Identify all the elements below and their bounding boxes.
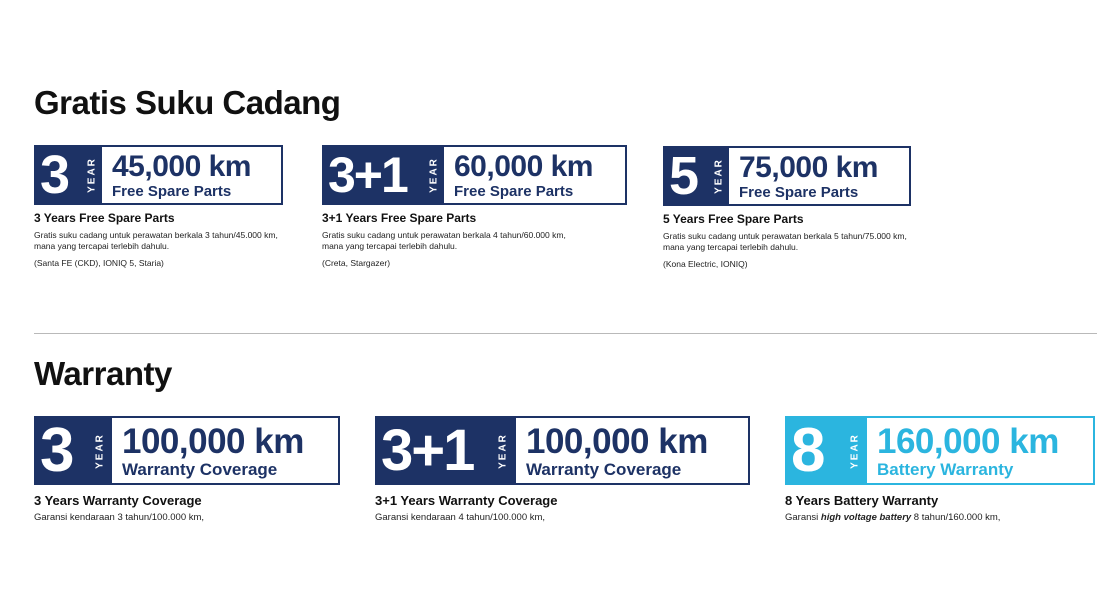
badge <box>34 416 340 485</box>
coverage-label: Free Spare Parts <box>112 182 232 200</box>
card-description: Garansi kendaraan 4 tahun/100.000 km, <box>375 512 546 523</box>
card-title: 5 Years Free Spare Parts <box>663 212 804 226</box>
card-title: 3+1 Years Free Spare Parts <box>322 211 477 225</box>
km-value: 100,000 km <box>526 421 708 461</box>
card-description: Gratis suku cadang untuk perawatan berkala 5 tahun/75.000 km, mana yang tercapai terlebih dahulu. <box>663 231 907 253</box>
card-title: 3 Years Warranty Coverage <box>34 493 202 508</box>
card-description: Gratis suku cadang untuk perawatan berkala 3 tahun/45.000 km, mana yang tercapai terlebih dahulu. <box>34 230 278 252</box>
coverage-label: Free Spare Parts <box>739 183 859 201</box>
card-description: Garansi high voltage battery 8 tahun/160.000 km, <box>785 512 1001 523</box>
badge <box>34 145 283 205</box>
km-value: 45,000 km <box>112 149 251 183</box>
coverage-label: Warranty Coverage <box>526 459 682 479</box>
card-models: (Santa FE (CKD), IONIQ 5, Staria) <box>34 257 164 268</box>
card-title: 3 Years Free Spare Parts <box>34 211 175 225</box>
km-value: 100,000 km <box>122 421 304 461</box>
card-title: 3+1 Years Warranty Coverage <box>375 493 558 508</box>
year-number: 3+1 YEAR <box>377 418 516 483</box>
coverage-label: Warranty Coverage <box>122 459 278 479</box>
km-value: 60,000 km <box>454 149 593 183</box>
badge <box>785 416 1095 485</box>
card-models: (Kona Electric, IONIQ) <box>663 258 748 269</box>
warranty-card-3 <box>34 416 340 525</box>
warranty-card-8-battery <box>785 416 1095 525</box>
card-title: 8 Years Battery Warranty <box>785 493 939 508</box>
coverage-label: Free Spare Parts <box>454 182 574 200</box>
badge <box>375 416 750 485</box>
badge <box>663 146 911 206</box>
coverage-label: Battery Warranty <box>877 459 1014 479</box>
year-number: 8 YEAR <box>787 418 867 483</box>
card-models: (Creta, Stargazer) <box>322 257 391 268</box>
card-description: Gratis suku cadang untuk perawatan berkala 4 tahun/60.000 km, mana yang tercapai terlebih dahulu. <box>322 230 566 252</box>
year-number: 3+1 YEAR <box>324 147 444 203</box>
year-number: 3 YEAR <box>36 418 112 483</box>
warranty-card-3plus1 <box>375 416 750 525</box>
year-number: 3 YEAR <box>36 147 102 203</box>
section-divider <box>34 333 1097 334</box>
spare-parts-heading: Gratis Suku Cadang <box>34 84 341 121</box>
year-number: 5 YEAR <box>665 148 729 204</box>
warranty-heading: Warranty <box>34 355 172 392</box>
spare-parts-card-3 <box>34 145 284 268</box>
km-value: 160,000 km <box>877 421 1059 461</box>
spare-parts-card-3plus1 <box>322 145 627 268</box>
card-description: Garansi kendaraan 3 tahun/100.000 km, <box>34 512 205 523</box>
spare-parts-card-5 <box>663 146 913 269</box>
km-value: 75,000 km <box>739 150 878 184</box>
badge <box>322 145 627 205</box>
